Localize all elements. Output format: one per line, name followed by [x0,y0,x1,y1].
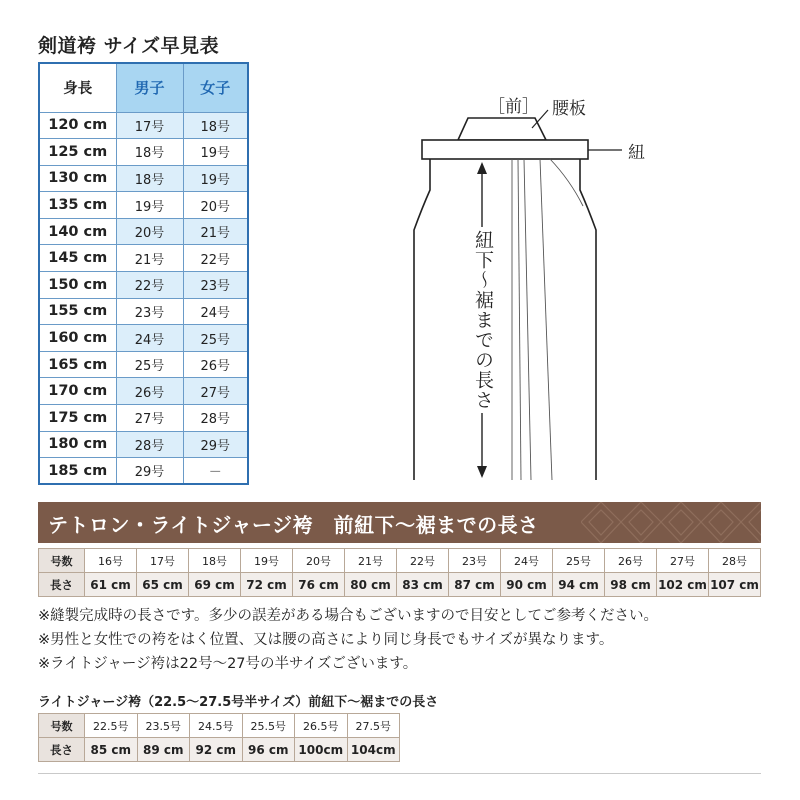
waistboard-label: 腰板 [552,99,586,119]
size-chart-row [39,378,248,405]
length-cell: 92 cm [190,738,243,762]
light-jersey-title: ライトジャージ袴（22.5～27.5号半サイズ）前紐下～裾までの長さ [38,695,439,710]
height-cell: 155 cm [39,298,116,325]
tetron-length-table [38,548,761,597]
length-cell: 65 cm [137,573,189,597]
length-cell: 69 cm [189,573,241,597]
height-cell: 120 cm [39,112,116,139]
size-number-cell: 17号 [137,549,189,573]
bottom-divider [38,773,761,774]
male-size-cell: 23号 [116,298,183,325]
size-chart-row [39,351,248,378]
size-number-cell: 16号 [85,549,137,573]
height-cell: 180 cm [39,431,116,458]
size-number-cell: 28号 [709,549,761,573]
length-cell: 89 cm [137,738,190,762]
size-number-cell: 21号 [345,549,397,573]
female-size-cell: － [183,458,248,485]
male-size-cell: 24号 [116,325,183,352]
length-cell: 98 cm [605,573,657,597]
length-cell: 96 cm [242,738,295,762]
female-size-cell: 22号 [183,245,248,272]
male-size-cell: 29号 [116,458,183,485]
page-title: 剣道袴 サイズ早見表 [38,35,220,57]
size-number-cell: 27号 [657,549,709,573]
row-label-length: 長さ [39,738,85,762]
height-cell: 135 cm [39,192,116,219]
banner-title: テトロン・ライトジャージ袴 前紐下～裾までの長さ [48,513,539,537]
male-size-cell: 18号 [116,139,183,166]
female-size-cell: 25号 [183,325,248,352]
row-label-length: 長さ [39,573,85,597]
notes-block [38,604,658,676]
size-chart-row [39,431,248,458]
row-label-number: 号数 [39,714,85,738]
header-height: 身長 [39,63,116,112]
size-number-cell: 19号 [241,549,293,573]
diamond-pattern-icon [581,502,761,543]
size-number-cell: 22号 [397,549,449,573]
length-cell: 102 cm [657,573,709,597]
header-male: 男子 [116,63,183,112]
female-size-cell: 21号 [183,218,248,245]
length-cell: 87 cm [449,573,501,597]
size-chart-row [39,218,248,245]
size-number-cell: 26.5号 [295,714,348,738]
size-number-cell: 26号 [605,549,657,573]
male-size-cell: 22号 [116,272,183,299]
male-size-cell: 20号 [116,218,183,245]
length-cell: 72 cm [241,573,293,597]
height-cell: 160 cm [39,325,116,352]
female-size-cell: 19号 [183,165,248,192]
size-chart-row [39,112,248,139]
male-size-cell: 18号 [116,165,183,192]
length-cell: 83 cm [397,573,449,597]
size-number-row [39,549,761,573]
female-size-cell: 28号 [183,405,248,432]
female-size-cell: 19号 [183,139,248,166]
size-chart-row [39,192,248,219]
size-number-row [39,714,400,738]
size-number-cell: 25.5号 [242,714,295,738]
male-size-cell: 28号 [116,431,183,458]
size-chart-row [39,165,248,192]
size-chart-row [39,458,248,485]
female-size-cell: 29号 [183,431,248,458]
row-label-number: 号数 [39,549,85,573]
female-size-cell: 20号 [183,192,248,219]
length-cell: 76 cm [293,573,345,597]
size-chart-table [38,62,249,485]
height-cell: 150 cm [39,272,116,299]
height-cell: 140 cm [39,218,116,245]
front-label: ［前］ [488,97,539,117]
female-size-cell: 26号 [183,351,248,378]
height-cell: 170 cm [39,378,116,405]
length-cell: 94 cm [553,573,605,597]
male-size-cell: 25号 [116,351,183,378]
length-row [39,573,761,597]
male-size-cell: 19号 [116,192,183,219]
height-cell: 145 cm [39,245,116,272]
size-number-cell: 27.5号 [347,714,400,738]
size-number-cell: 24号 [501,549,553,573]
female-size-cell: 24号 [183,298,248,325]
size-chart-row [39,325,248,352]
length-cell: 107 cm [709,573,761,597]
string-label: 紐 [628,143,645,163]
size-chart-header-row [39,63,248,112]
note-line: ※男性と女性での袴をはく位置、又は腰の高さにより同じ身長でもサイズが異なります。 [38,632,614,648]
length-cell: 85 cm [85,738,138,762]
male-size-cell: 27号 [116,405,183,432]
size-number-cell: 22.5号 [85,714,138,738]
size-number-cell: 23号 [449,549,501,573]
length-cell: 100cm [295,738,348,762]
height-cell: 165 cm [39,351,116,378]
male-size-cell: 17号 [116,112,183,139]
female-size-cell: 18号 [183,112,248,139]
tetron-section-banner [38,502,761,543]
male-size-cell: 26号 [116,378,183,405]
length-cell: 90 cm [501,573,553,597]
size-chart-row [39,298,248,325]
height-cell: 185 cm [39,458,116,485]
size-number-cell: 24.5号 [190,714,243,738]
size-chart-row [39,272,248,299]
size-chart-row [39,245,248,272]
length-row [39,738,400,762]
female-size-cell: 23号 [183,272,248,299]
length-cell: 104cm [347,738,400,762]
length-measurement-label: 紐下～裾までの長さ [470,227,497,413]
length-cell: 61 cm [85,573,137,597]
header-female: 女子 [183,63,248,112]
size-number-cell: 25号 [553,549,605,573]
male-size-cell: 21号 [116,245,183,272]
light-jersey-length-table [38,713,400,762]
size-chart-row [39,139,248,166]
size-number-cell: 23.5号 [137,714,190,738]
note-line: ※ライトジャージ袴は22号～27号の半サイズございます。 [38,656,418,672]
height-cell: 130 cm [39,165,116,192]
length-cell: 80 cm [345,573,397,597]
size-number-cell: 20号 [293,549,345,573]
note-line: ※縫製完成時の長さです。多少の誤差がある場合もございますので目安としてご参考ください。 [38,608,658,624]
size-number-cell: 18号 [189,549,241,573]
size-chart-row [39,405,248,432]
hakama-diagram [400,80,680,490]
height-cell: 125 cm [39,139,116,166]
female-size-cell: 27号 [183,378,248,405]
height-cell: 175 cm [39,405,116,432]
